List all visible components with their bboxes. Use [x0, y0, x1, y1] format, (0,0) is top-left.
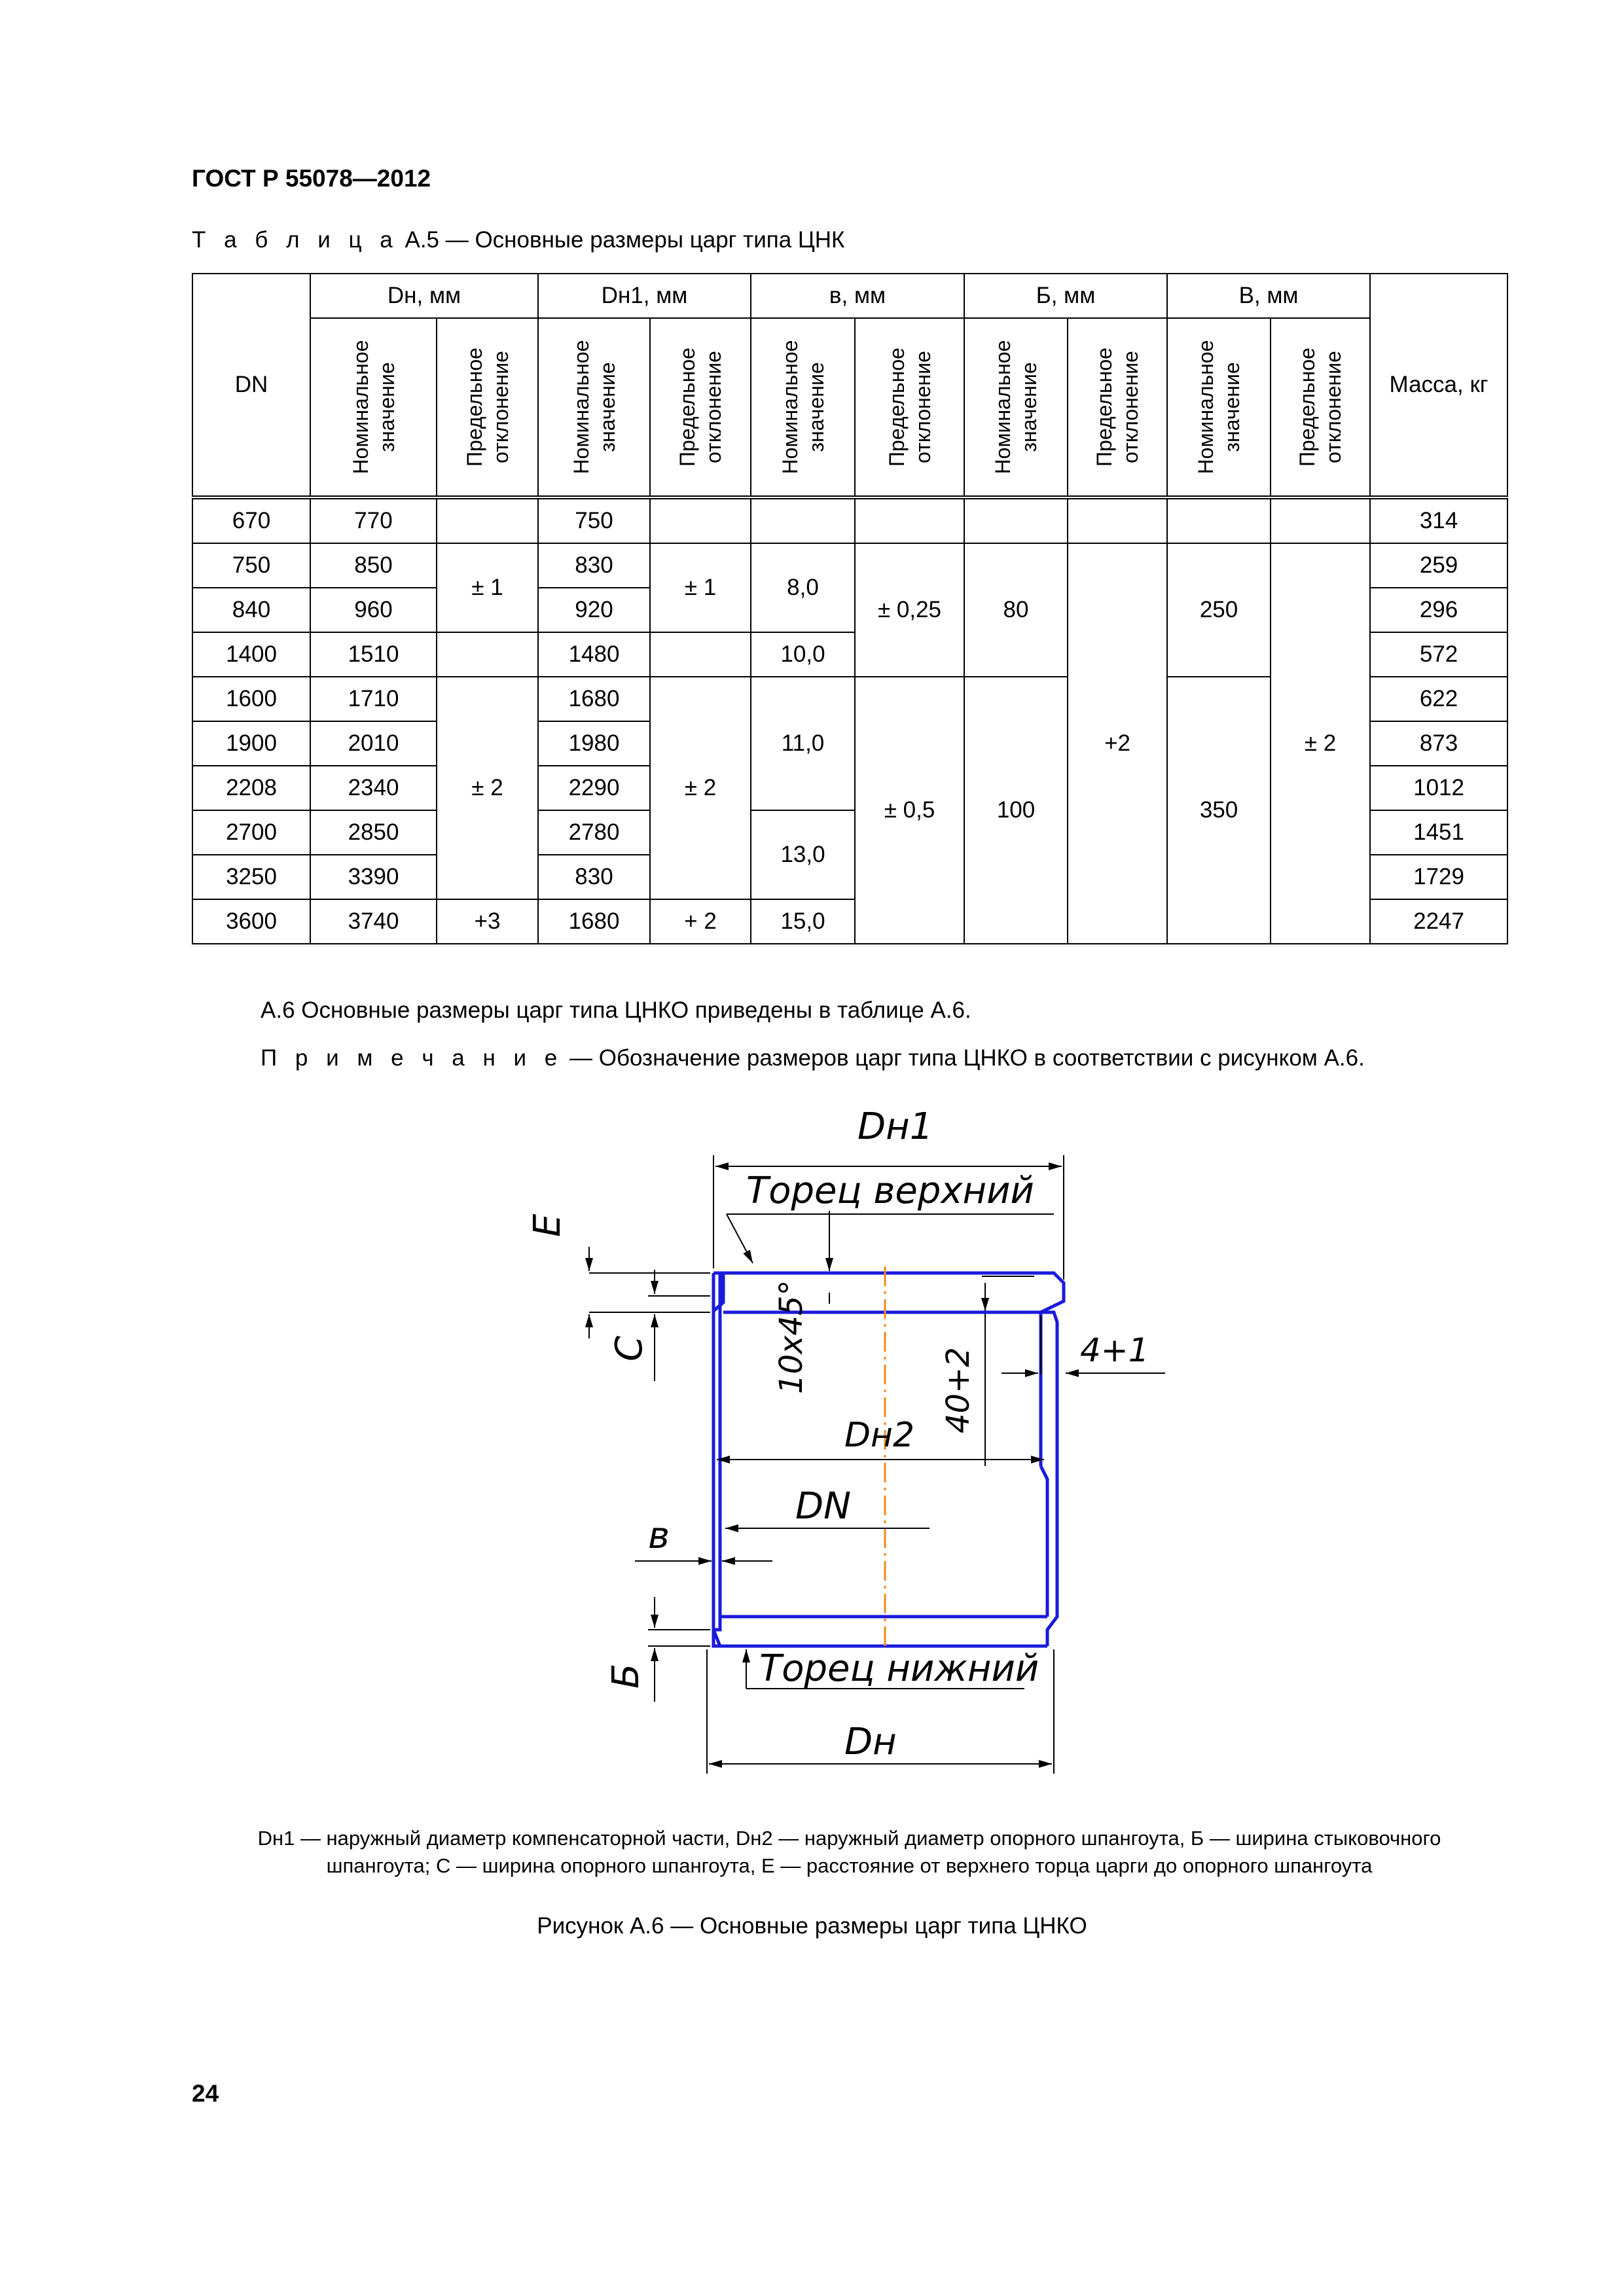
dimensions-table [192, 273, 1508, 944]
cell-dh1-nominal: 1680 [538, 677, 650, 721]
cell-dn: 750 [192, 543, 310, 588]
cell-dh1-nominal: 750 [538, 497, 650, 543]
cell-vv-nominal: 350 [1167, 677, 1271, 944]
header-dh1: Dн1, мм [538, 274, 751, 318]
cell-dn: 1600 [192, 677, 310, 721]
cell-dh-deviation: ± 1 [437, 543, 538, 632]
cell-dh-nominal: 2850 [310, 810, 437, 855]
table-caption-title: А.5 — Основные размеры царг типа ЦНК [405, 227, 845, 253]
cell-dn: 3250 [192, 855, 310, 899]
cell-dh-nominal: 1510 [310, 632, 437, 677]
cell-dh1-deviation: ± 1 [650, 543, 751, 632]
cell-mass: 2247 [1370, 899, 1507, 944]
cell-mass: 1012 [1370, 766, 1507, 810]
cell-v-nominal: 10,0 [751, 632, 855, 677]
cell-dh-nominal: 850 [310, 543, 437, 588]
label-dn: DN [795, 1485, 852, 1528]
header-mass: Масса, кг [1370, 274, 1507, 497]
cell-v-deviation: ± 0,25 [855, 543, 964, 677]
cell-dn: 670 [192, 497, 310, 543]
note-text: — Обозначение размеров царг типа ЦНКО в соответствии с рисунком А.6. [563, 1045, 1365, 1071]
label-dh1: Dн1 [857, 1105, 933, 1148]
table-caption-prefix: Т а б л и ц а [192, 227, 399, 253]
label-v: в [648, 1515, 670, 1557]
header-b: Б, мм [964, 274, 1167, 318]
cell-mass: 296 [1370, 588, 1507, 632]
cell-dh-nominal: 3740 [310, 899, 437, 944]
subheader-nominal: Номинальное значение [964, 318, 1068, 497]
cell-v-nominal: 11,0 [751, 677, 855, 810]
table-row [192, 497, 1507, 543]
label-bottom-end: Торец нижний [759, 1647, 1039, 1690]
cell-b-nominal: 80 [964, 543, 1068, 677]
cell-dh1-nominal: 830 [538, 543, 650, 588]
cell-mass: 622 [1370, 677, 1507, 721]
cell-dn: 3600 [192, 899, 310, 944]
cell-mass: 1729 [1370, 855, 1507, 899]
cell-v-deviation: ± 0,5 [855, 677, 964, 944]
cell-dh-nominal: 3390 [310, 855, 437, 899]
subheader-deviation: Предельное отклонение [1271, 318, 1370, 497]
figure-caption: Рисунок А.6 — Основные размеры царг типа ЦНКО [537, 1913, 1087, 1939]
subheader-deviation: Предельное отклонение [855, 318, 964, 497]
cell-dh-deviation: ± 2 [437, 677, 538, 899]
cell-v-nominal: 13,0 [751, 810, 855, 899]
cell-b-deviation: +2 [1068, 543, 1167, 944]
cell-b-nominal: 100 [964, 677, 1068, 944]
subheader-nominal: Номинальное значение [1167, 318, 1271, 497]
label-e: Е [526, 1213, 569, 1237]
cell-dh1-nominal: 830 [538, 855, 650, 899]
figure-legend [192, 1825, 1507, 1880]
cell-dh-deviation: +3 [437, 899, 538, 944]
header-v: в, мм [751, 274, 964, 318]
cell-dh-nominal: 770 [310, 497, 437, 543]
cell-dn: 2208 [192, 766, 310, 810]
header-dh: Dн, мм [310, 274, 538, 318]
cell-vv-nominal: 250 [1167, 543, 1271, 677]
subheader-nominal: Номинальное значение [310, 318, 437, 497]
label-chamfer: 10х45° [773, 1280, 810, 1394]
cell-mass: 314 [1370, 497, 1507, 543]
cell-dn: 2700 [192, 810, 310, 855]
header-dn: DN [192, 274, 310, 497]
cell-dh1-deviation: + 2 [650, 899, 751, 944]
cell-vv-deviation: ± 2 [1271, 543, 1370, 944]
cell-dh-nominal: 960 [310, 588, 437, 632]
cell-v-nominal: 15,0 [751, 899, 855, 944]
cell-dh1-nominal: 1480 [538, 632, 650, 677]
subheader-deviation: Предельное отклонение [437, 318, 538, 497]
cell-dh-nominal: 1710 [310, 677, 437, 721]
label-forty: 40+2 [940, 1347, 977, 1433]
cell-v-nominal: 8,0 [751, 543, 855, 632]
label-dh: Dн [844, 1721, 897, 1763]
page-number: 24 [192, 2080, 219, 2107]
label-dh2: Dн2 [844, 1416, 915, 1455]
header-vv: В, мм [1167, 274, 1370, 318]
note-label: П р и м е ч а н и е [261, 1045, 564, 1071]
subheader-nominal: Номинальное значение [538, 318, 650, 497]
cell-dn: 1400 [192, 632, 310, 677]
cell-mass: 1451 [1370, 810, 1507, 855]
cell-mass: 873 [1370, 721, 1507, 766]
label-b: Б [605, 1663, 647, 1689]
cell-dh-nominal: 2340 [310, 766, 437, 810]
cell-mass: 259 [1370, 543, 1507, 588]
cell-mass: 572 [1370, 632, 1507, 677]
table-row [192, 543, 1507, 588]
cell-dh1-nominal: 2780 [538, 810, 650, 855]
subheader-deviation: Предельное отклонение [1068, 318, 1167, 497]
table-caption [192, 227, 844, 253]
label-c: С [608, 1335, 651, 1361]
figure-drawing [497, 1086, 1191, 1806]
document-header: ГОСТ Р 55078—2012 [192, 165, 431, 192]
note [261, 1045, 1365, 1071]
label-four: 4+1 [1080, 1331, 1149, 1369]
cell-dh-nominal: 2010 [310, 721, 437, 766]
legend-line-1: Dн1 — наружный диаметр компенсаторной части, Dн2 — наружный диаметр опорного шпангоута, Б — ширина стыковочного [257, 1827, 1441, 1850]
legend-line-2: шпангоута; С — ширина опорного шпангоута, Е — расстояние от верхнего торца царги до опорного шпангоута [326, 1854, 1373, 1877]
cell-dh1-nominal: 1980 [538, 721, 650, 766]
cell-dh1-deviation: ± 2 [650, 677, 751, 899]
cell-dh1-nominal: 2290 [538, 766, 650, 810]
cell-dn: 840 [192, 588, 310, 632]
label-top-end: Торец верхний [746, 1170, 1034, 1212]
subheader-nominal: Номинальное значение [751, 318, 855, 497]
subheader-deviation: Предельное отклонение [650, 318, 751, 497]
cell-dh1-nominal: 1680 [538, 899, 650, 944]
cell-dh1-nominal: 920 [538, 588, 650, 632]
paragraph-a6: А.6 Основные размеры царг типа ЦНКО приведены в таблице А.6. [261, 997, 971, 1023]
cell-dn: 1900 [192, 721, 310, 766]
